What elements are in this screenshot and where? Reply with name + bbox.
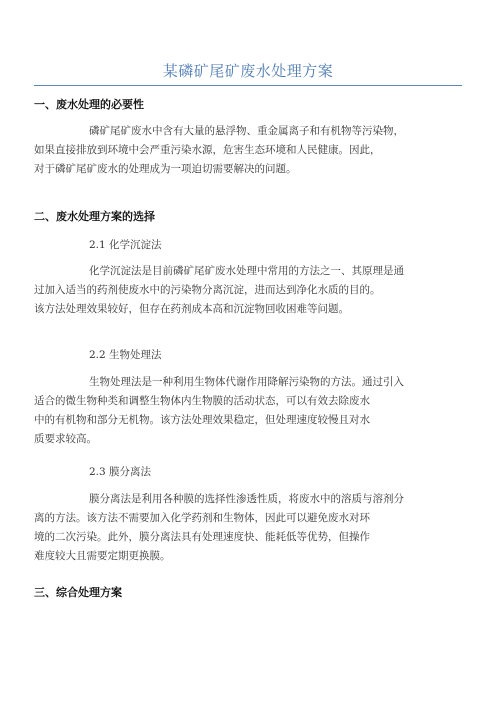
title-underline (34, 85, 462, 86)
paragraph-line: 如果直接排放到环境中会严重污染水源，危害生态环境和人民健康。因此， (34, 144, 381, 156)
paragraph-line: 膜分离法是利用各种膜的选择性渗透性质，将废水中的溶质与溶剂分 (89, 493, 404, 505)
paragraph-line: 离的方法。该方法不需要加入化学药剂和生物体，因此可以避免废水对环 (34, 512, 370, 524)
section-heading-comprehensive: 三、综合处理方案 (34, 586, 122, 599)
paragraph-line: 境的二次污染。此外，膜分离法具有处理速度快、能耗低等优势，但操作 (34, 531, 370, 543)
document-title: 某磷矿尾矿废水处理方案 (162, 62, 334, 80)
subsection-2-2-paragraph (34, 373, 464, 449)
subsection-heading-membrane: 2.3 膜分离法 (89, 466, 152, 478)
paragraph-line: 适合的微生物种类和调整生物体内生物膜的活动状态，可以有效去除废水 (34, 395, 370, 407)
subsection-2-3-paragraph (34, 490, 464, 566)
paragraph-line: 过加入适当的药剂使废水中的污染物分离沉淀，进而达到净化水质的目的。 (34, 284, 381, 296)
section-heading-selection: 二、废水处理方案的选择 (34, 210, 155, 223)
subsection-2-1-paragraph (34, 262, 464, 319)
paragraph-line: 磷矿尾矿废水中含有大量的悬浮物、重金属离子和有机物等污染物， (89, 125, 404, 137)
paragraph-line: 中的有机物和部分无机物。该方法处理效果稳定，但处理速度较慢且对水 (34, 414, 370, 426)
paragraph-line: 生物处理法是一种利用生物体代谢作用降解污染物的方法。通过引入 (89, 376, 404, 388)
section-heading-necessity: 一、废水处理的必要性 (34, 98, 144, 111)
section-1-paragraph (34, 122, 464, 179)
paragraph-line: 该方法处理效果较好，但存在药剂成本高和沉淀物回收困难等问题。 (34, 303, 349, 315)
subsection-heading-chemical: 2.1 化学沉淀法 (89, 239, 162, 251)
paragraph-line: 对于磷矿尾矿废水的处理成为一项迫切需要解决的问题。 (34, 163, 297, 175)
paragraph-line: 化学沉淀法是目前磷矿尾矿废水处理中常用的方法之一、其原理是通 (89, 265, 404, 277)
paragraph-line: 难度较大且需要定期更换膜。 (34, 550, 171, 562)
paragraph-line: 质要求较高。 (34, 433, 97, 445)
subsection-heading-biological: 2.2 生物处理法 (89, 349, 162, 361)
